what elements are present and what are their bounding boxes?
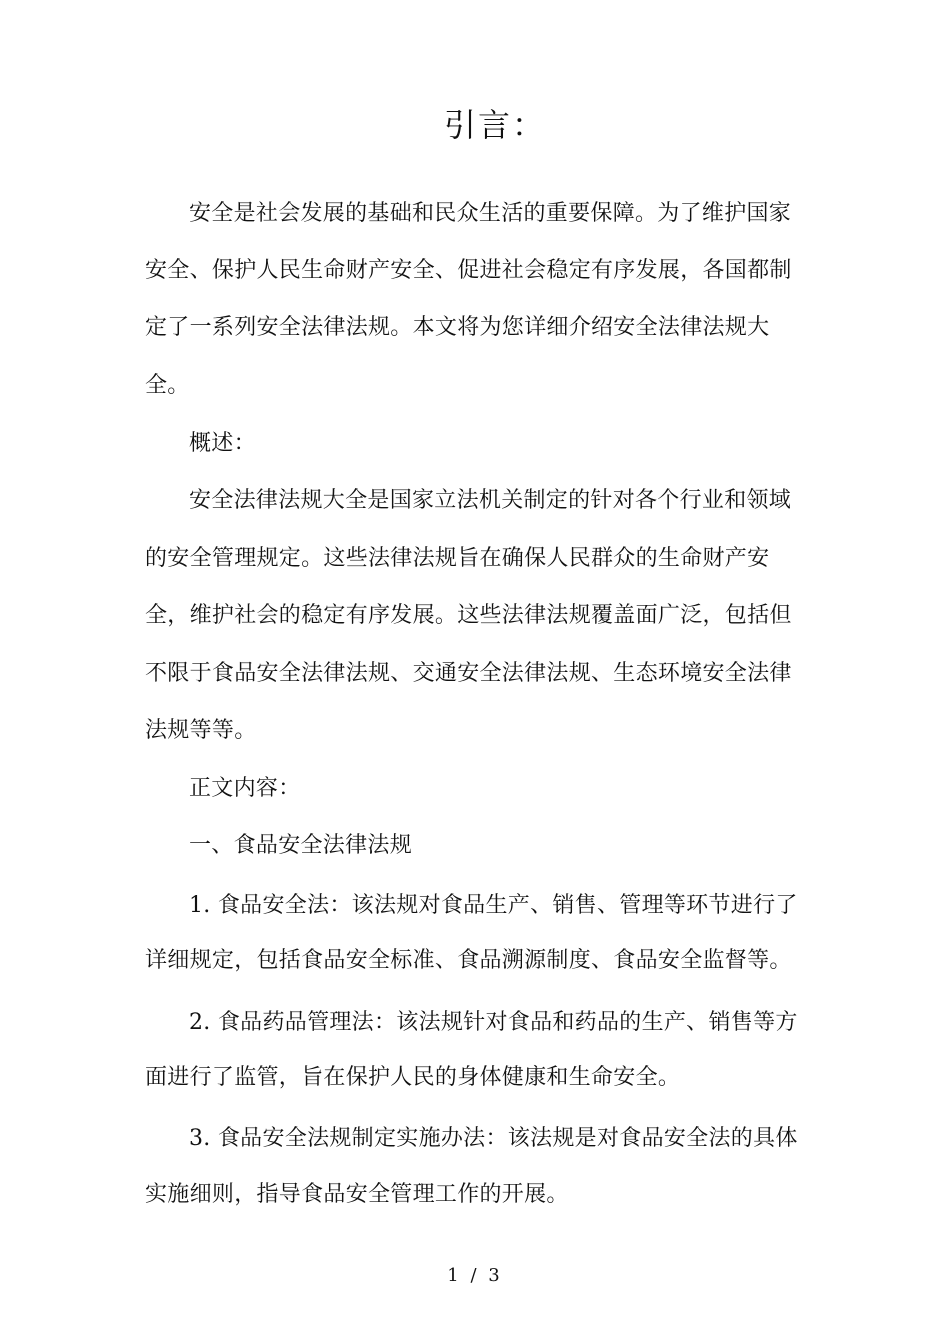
text-line: 的安全管理规定。这些法律法规旨在确保人民群众的生命财产安	[145, 546, 770, 571]
page-title	[0, 103, 950, 147]
list-item: 1. 食品安全法：该法规对食品生产、销售、管理等环节进行了	[189, 893, 798, 918]
text-line: 安全、保护人民生命财产安全、促进社会稳定有序发展，各国都制	[145, 258, 792, 283]
text-line: 全，维护社会的稳定有序发展。这些法律法规覆盖面广泛，包括但	[145, 603, 792, 628]
list-item: 3. 食品安全法规制定实施办法：该法规是对食品安全法的具体	[189, 1126, 798, 1151]
text-line: 面进行了监管，旨在保护人民的身体健康和生命安全。	[145, 1065, 681, 1090]
section-heading: 一、食品安全法律法规	[189, 833, 413, 858]
title-text: 引言：	[443, 106, 546, 144]
text-line: 安全是社会发展的基础和民众生活的重要保障。为了维护国家	[189, 201, 792, 226]
text-line: 详细规定，包括食品安全标准、食品溯源制度、食品安全监督等。	[145, 948, 792, 973]
text-line: 全。	[145, 373, 190, 398]
text-line: 安全法律法规大全是国家立法机关制定的针对各个行业和领域	[189, 488, 792, 513]
text-line: 定了一系列安全法律法规。本文将为您详细介绍安全法律法规大	[145, 315, 770, 340]
text-line: 法规等等。	[145, 718, 257, 743]
text-line: 不限于食品安全法律法规、交通安全法律法规、生态环境安全法律	[145, 661, 792, 686]
page-number: 1 / 3	[447, 1265, 503, 1286]
section-heading: 概述：	[189, 431, 256, 456]
text-line: 实施细则，指导食品安全管理工作的开展。	[145, 1182, 569, 1207]
section-heading: 正文内容：	[189, 776, 301, 801]
list-item: 2. 食品药品管理法：该法规针对食品和药品的生产、销售等方	[189, 1010, 798, 1035]
